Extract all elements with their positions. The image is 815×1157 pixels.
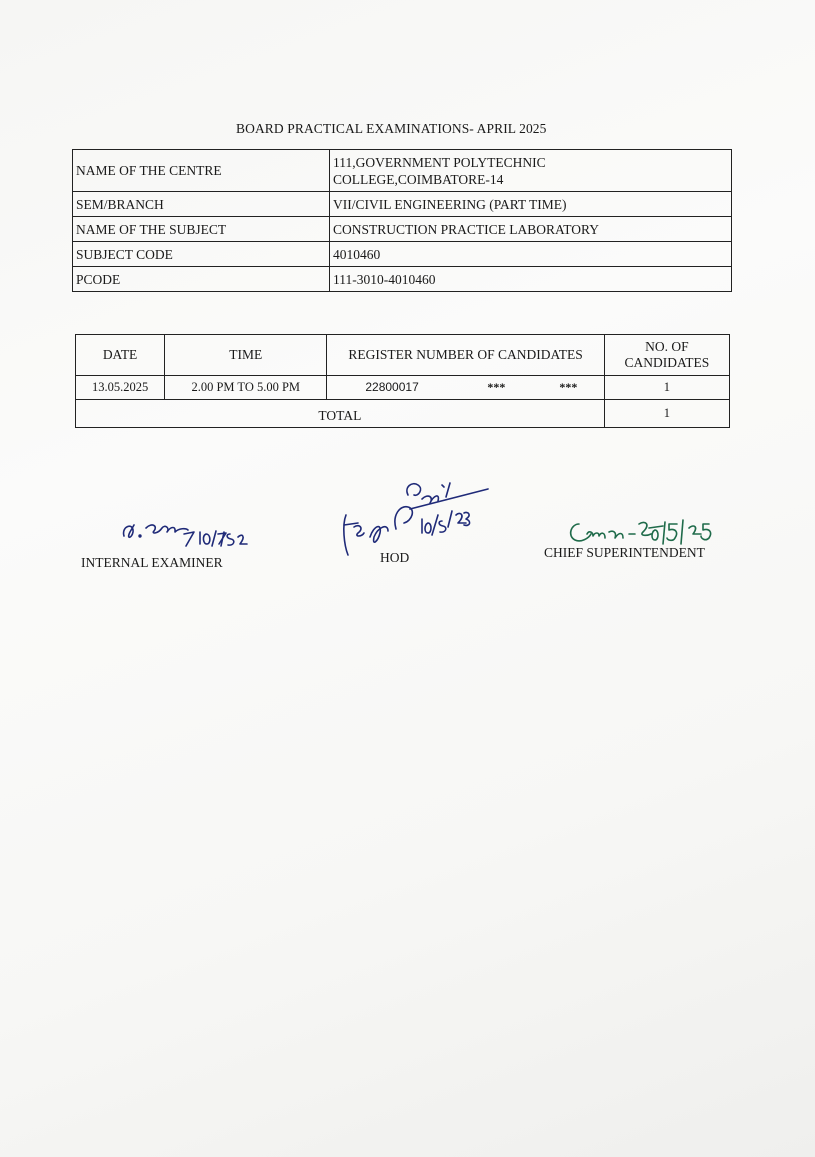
chief-superintendent-label: CHIEF SUPERINTENDENT (544, 545, 705, 560)
chief-superintendent-signature (565, 516, 730, 548)
register-number: 22800017 (365, 380, 419, 394)
centre-value-line2: COLLEGE,COIMBATORE-14 (333, 171, 504, 187)
info-value: VII/CIVIL ENGINEERING (PART TIME) (330, 192, 732, 217)
info-row-subject (73, 217, 732, 242)
info-label: SUBJECT CODE (73, 242, 330, 267)
total-row (76, 400, 730, 428)
table-row (76, 376, 730, 400)
header-candidate-count (604, 335, 729, 376)
centre-info-table (72, 149, 732, 292)
header-register-number: REGISTER NUMBER OF CANDIDATES (327, 335, 604, 376)
total-count: 1 (604, 400, 729, 428)
document-title: BOARD PRACTICAL EXAMINATIONS- APRIL 2025 (236, 121, 547, 136)
info-row-subject-code (73, 242, 732, 267)
hod-signature (338, 475, 498, 565)
info-row-sem-branch (73, 192, 732, 217)
info-value: 111-3010-4010460 (330, 267, 732, 292)
hod-label: HOD (380, 550, 410, 565)
info-value: 4010460 (330, 242, 732, 267)
cell-date: 13.05.2025 (76, 376, 165, 400)
info-row-centre (73, 150, 732, 192)
register-mask-1: *** (487, 380, 506, 394)
header-count-line2: CANDIDATES (624, 355, 710, 370)
info-label: PCODE (73, 267, 330, 292)
info-value: CONSTRUCTION PRACTICE LABORATORY (330, 217, 732, 242)
cell-candidate-count: 1 (604, 376, 729, 400)
info-label: NAME OF THE CENTRE (73, 150, 330, 192)
internal-examiner-signature (118, 516, 253, 556)
cell-time: 2.00 PM TO 5.00 PM (165, 376, 327, 400)
info-value (330, 150, 732, 192)
info-row-pcode (73, 267, 732, 292)
total-label: TOTAL (76, 400, 605, 428)
header-count-line1: NO. OF (645, 339, 689, 354)
centre-value-line1: 111,GOVERNMENT POLYTECHNIC (333, 154, 546, 170)
info-label: NAME OF THE SUBJECT (73, 217, 330, 242)
info-label: SEM/BRANCH (73, 192, 330, 217)
candidates-table (75, 334, 730, 428)
candidates-header-row (76, 335, 730, 376)
internal-examiner-label: INTERNAL EXAMINER (81, 555, 223, 570)
header-time: TIME (165, 335, 327, 376)
cell-register-number (327, 376, 604, 400)
header-date: DATE (76, 335, 165, 376)
register-mask-2: *** (559, 380, 578, 394)
